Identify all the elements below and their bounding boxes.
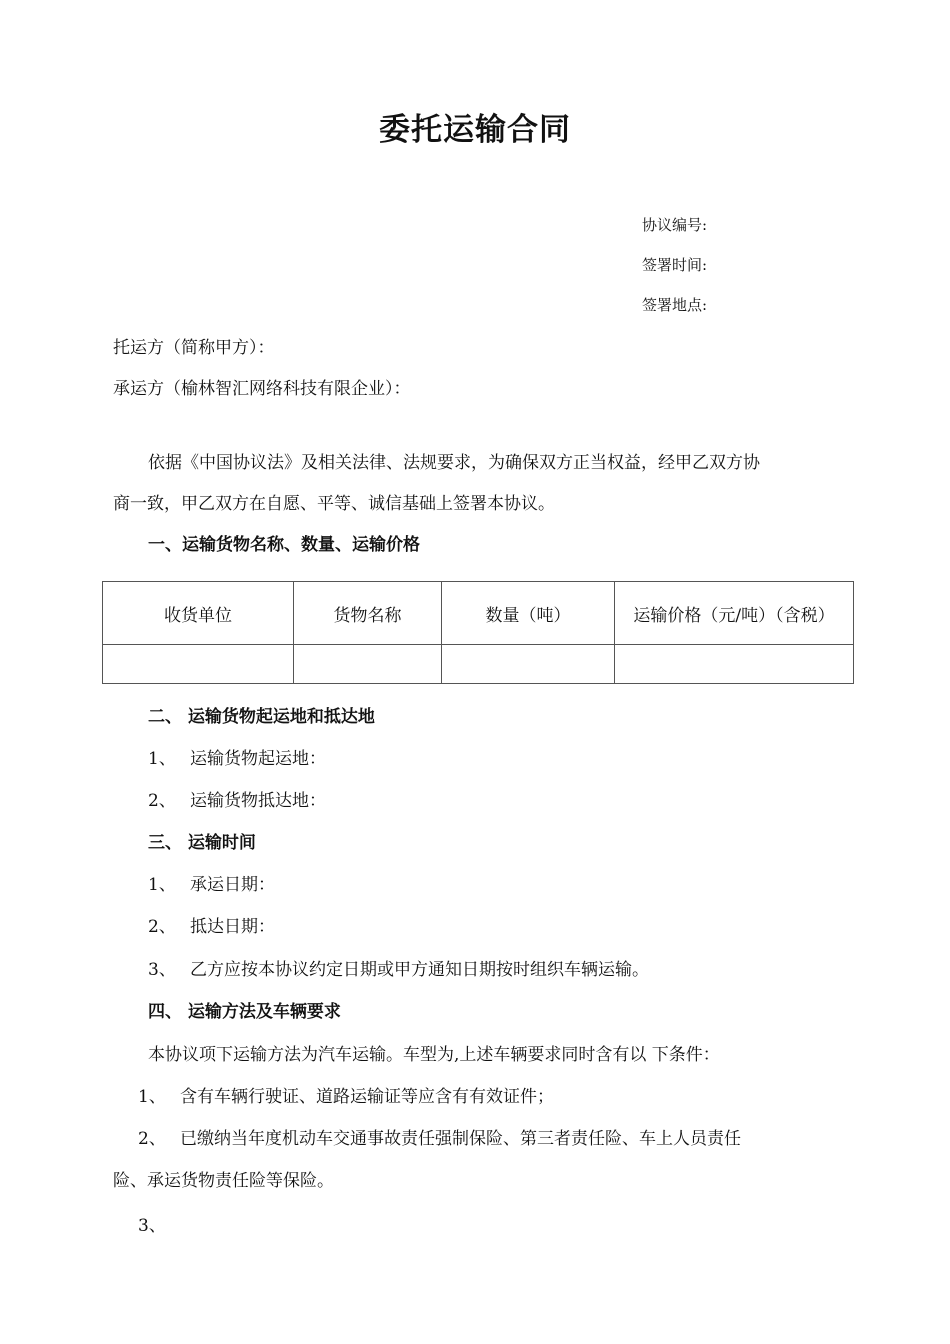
list-item-text: 含有车辆行驶证、道路运输证等应含有有效证件； — [180, 1087, 554, 1107]
sign-time-label: 签署时间: — [642, 256, 708, 274]
section-1-heading: 一、运输货物名称、数量、运输价格 — [148, 535, 420, 555]
list-item-number: 3、 — [148, 960, 176, 980]
list-item-text: 抵达日期： — [190, 917, 275, 937]
section-4-heading: 四、 运输方法及车辆要求 — [148, 1002, 341, 1022]
page-title: 委托运输合同 — [379, 112, 571, 148]
list-item-number: 1、 — [148, 749, 176, 769]
list-item-text: 已缴纳当年度机动车交通事故责任强制保险、第三者责任险、车上人员责任 — [180, 1129, 741, 1149]
table-header-cell: 数量（吨） — [442, 582, 615, 645]
sign-place-label: 签署地点: — [642, 296, 708, 314]
list-item-text: 运输货物抵达地： — [190, 791, 326, 811]
table-header-cell: 运输价格（元/吨）（含税） — [615, 582, 854, 645]
table-header-cell: 货物名称 — [294, 582, 442, 645]
section-3-heading: 三、 运输时间 — [148, 833, 256, 853]
preamble-line-2: 商一致，甲乙双方在自愿、平等、诚信基础上签署本协议。 — [113, 494, 555, 514]
list-item-number: 2、 — [148, 791, 176, 811]
list-item-continuation: 险、承运货物责任险等保险。 — [113, 1171, 334, 1191]
section-2-heading: 二、 运输货物起运地和抵达地 — [148, 707, 375, 727]
table-cell — [442, 645, 615, 684]
party-b-label: 承运方（榆林智汇网络科技有限企业）： — [113, 379, 411, 399]
list-item-number: 3、 — [138, 1216, 166, 1236]
table-header-row — [103, 582, 854, 645]
list-item-number: 2、 — [148, 917, 176, 937]
list-item-text: 乙方应按本协议约定日期或甲方通知日期按时组织车辆运输。 — [190, 960, 649, 980]
list-item-text: 承运日期： — [190, 875, 275, 895]
table-header-cell: 收货单位 — [103, 582, 294, 645]
section-4-intro: 本协议项下运输方法为汽车运输。车型为,上述车辆要求同时含有以 下条件： — [148, 1045, 720, 1065]
agreement-number-label: 协议编号: — [642, 216, 708, 234]
preamble-line-1: 依据《中国协议法》及相关法律、法规要求，为确保双方正当权益，经甲乙双方协 — [148, 453, 760, 473]
list-item-number: 2、 — [138, 1129, 166, 1149]
list-item-number: 1、 — [148, 875, 176, 895]
goods-table — [102, 581, 854, 684]
table-row — [103, 645, 854, 684]
party-a-label: 托运方（简称甲方）： — [113, 338, 275, 358]
table-cell — [294, 645, 442, 684]
table-cell — [103, 645, 294, 684]
list-item-number: 1、 — [138, 1087, 166, 1107]
list-item-text: 运输货物起运地： — [190, 749, 326, 769]
table-cell — [615, 645, 854, 684]
